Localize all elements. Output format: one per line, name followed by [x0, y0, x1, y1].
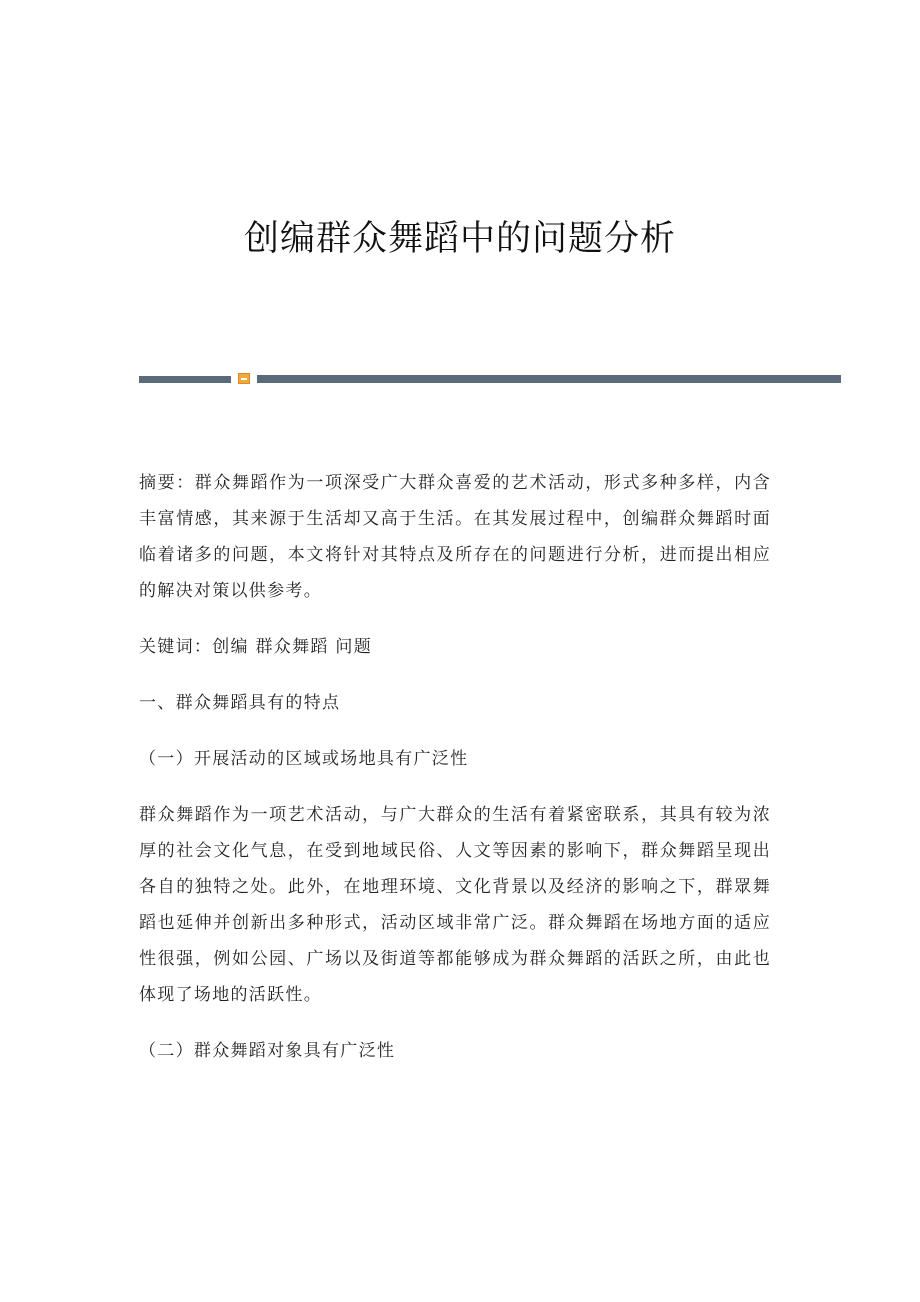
- section-heading: 一、群众舞蹈具有的特点: [139, 693, 341, 713]
- subsection-heading: （一）开展活动的区域或场地具有广泛性: [139, 749, 469, 769]
- title-divider: [139, 372, 841, 386]
- document-body: [139, 465, 771, 1089]
- keywords-line: 关键词：创编 群众舞蹈 问题: [139, 637, 373, 657]
- body-paragraph: 群众舞蹈作为一项艺术活动，与广大群众的生活有着紧密联系，其具有较为浓厚的社会文化气息，在受到地域民俗、人文等因素的影响下，群众舞蹈呈现出各自的独特之处。此外，在地理环境、文化背景以及经济的影响之下，群眾舞蹈也延伸并创新出多种形式，活动区域非常广泛。群众舞蹈在场地方面的适应性很强，例如公园、广场以及街道等都能够成为群众舞蹈的活跃之所，由此也体现了场地的活跃性。: [139, 805, 771, 1005]
- divider-bar-left: [139, 376, 231, 383]
- document-title: 创编群众舞蹈中的问题分析: [243, 219, 676, 259]
- divider-ornament-icon: [238, 373, 250, 384]
- divider-bar-right: [257, 375, 841, 383]
- subsection-heading-2: （二）群众舞蹈对象具有广泛性: [139, 1041, 396, 1061]
- abstract-paragraph: 摘要：群众舞蹈作为一项深受广大群众喜爱的艺术活动，形式多种多样，内含丰富情感，其来源于生活却又高于生活。在其发展过程中，创编群众舞蹈时面临着诸多的问题，本文将针对其特点及所存在的问题进行分析，进而提出相应的解决对策以供参考。: [139, 473, 771, 601]
